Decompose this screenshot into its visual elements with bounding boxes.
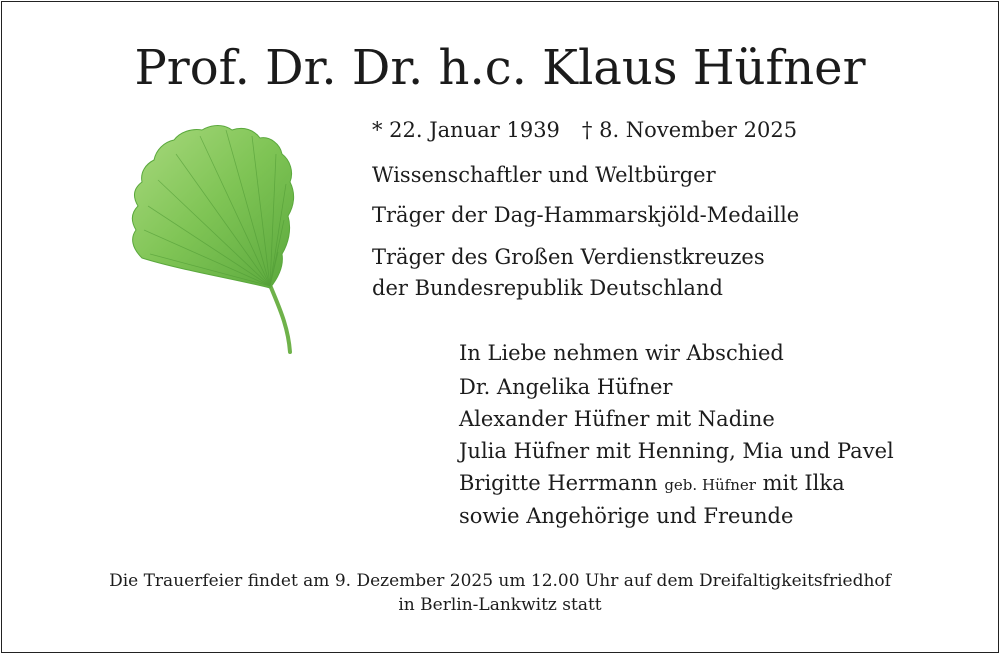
mourner-brigitte-rest: mit Ilka xyxy=(762,471,845,495)
funeral-location-line: in Berlin-Lankwitz statt xyxy=(398,595,602,615)
mourner-name: Julia Hüfner mit Henning, Mia und Pavel xyxy=(459,439,894,463)
mourner-name: Dr. Angelika Hüfner xyxy=(459,375,673,399)
mourners-closing: sowie Angehörige und Freunde xyxy=(459,504,794,528)
description-line: Träger der Dag-Hammarskjöld-Medaille xyxy=(372,203,800,227)
life-dates xyxy=(372,116,797,144)
mourner-name xyxy=(459,469,845,499)
deceased-name: Prof. Dr. Dr. h.c. Klaus Hüfner xyxy=(134,40,866,96)
birth-date: * 22. Januar 1939 xyxy=(372,118,560,142)
description-line: der Bundesrepublik Deutschland xyxy=(372,276,723,300)
mourner-brigitte-name: Brigitte Herrmann xyxy=(459,471,658,495)
mourners-intro: In Liebe nehmen wir Abschied xyxy=(459,341,784,365)
description-line: Träger des Großen Verdienstkreuzes xyxy=(372,245,765,269)
death-date: † 8. November 2025 xyxy=(581,118,798,142)
description-line: Wissenschaftler und Weltbürger xyxy=(372,163,716,187)
obituary-notice xyxy=(1,1,999,653)
ginkgo-leaf-icon xyxy=(120,120,310,355)
mourner-name: Alexander Hüfner mit Nadine xyxy=(459,407,775,431)
maiden-name: geb. Hüfner xyxy=(664,476,756,494)
funeral-info-line: Die Trauerfeier findet am 9. Dezember 2025 um 12.00 Uhr auf dem Dreifaltigkeitsfriedhof xyxy=(109,571,891,591)
